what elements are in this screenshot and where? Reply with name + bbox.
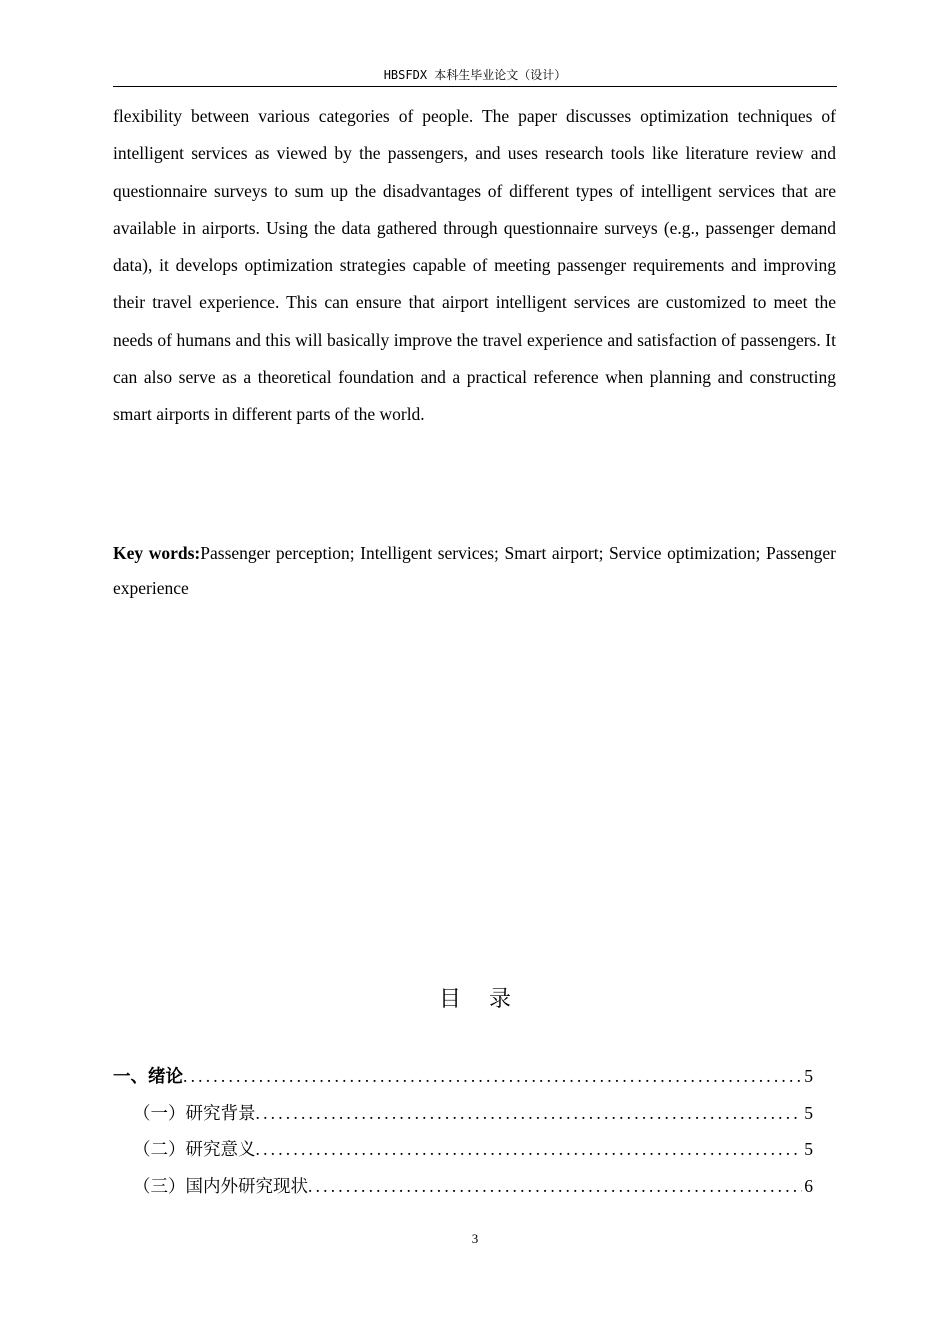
toc-entry-research-status[interactable] [113, 1173, 813, 1210]
toc-entry-introduction[interactable] [113, 1063, 813, 1100]
toc-page-number: 6 [804, 1175, 813, 1196]
header-text: HBSFDX 本科生毕业论文（设计） [383, 68, 567, 82]
toc-page-number: 5 [804, 1102, 813, 1123]
toc-entry-label: （二）研究意义 [133, 1140, 256, 1160]
toc-entry-label: （三）国内外研究现状 [133, 1176, 308, 1197]
toc-dot-leader [183, 1066, 802, 1087]
abstract-paragraph: flexibility between various categories of people. The paper discusses optimization techniques of intelligent services as viewed by the passengers, and uses research tools like literature review and questionnaire surveys to sum up the disadvantages of different types of intelligent services that are available in airports. Using the data gathered through questionnaire surveys (e.g., passenger demand data), it develops optimization strategies capable of meeting passenger requirements and improving their travel experience. This can ensure that airport intelligent services are customized to meet the needs of humans and this will basically improve the travel experience and satisfaction of passengers. It can also serve as a theoretical foundation and a practical reference when planning and constructing smart airports in different parts of the world. [113, 106, 836, 425]
page-header [113, 66, 837, 87]
toc-title: 目录 [438, 987, 539, 1012]
keywords-paragraph [113, 536, 836, 606]
keywords-text: Passenger perception; Intelligent services; Smart airport; Service optimization; Passenger experience [113, 543, 837, 598]
toc-dot-leader [256, 1139, 803, 1160]
toc-dot-leader [256, 1103, 803, 1124]
toc-entry-label: 一、绪论 [113, 1067, 183, 1087]
toc-entry-research-significance[interactable] [113, 1136, 813, 1173]
page-number: 3 [471, 1231, 479, 1246]
keywords-label: Key words: [113, 543, 201, 563]
toc-page-number: 5 [804, 1066, 813, 1086]
toc-page-number: 5 [804, 1139, 813, 1159]
table-of-contents [113, 1063, 813, 1209]
toc-entry-research-background[interactable] [113, 1100, 813, 1137]
toc-entry-label: （一）研究背景 [133, 1103, 256, 1124]
toc-dot-leader [308, 1176, 802, 1197]
